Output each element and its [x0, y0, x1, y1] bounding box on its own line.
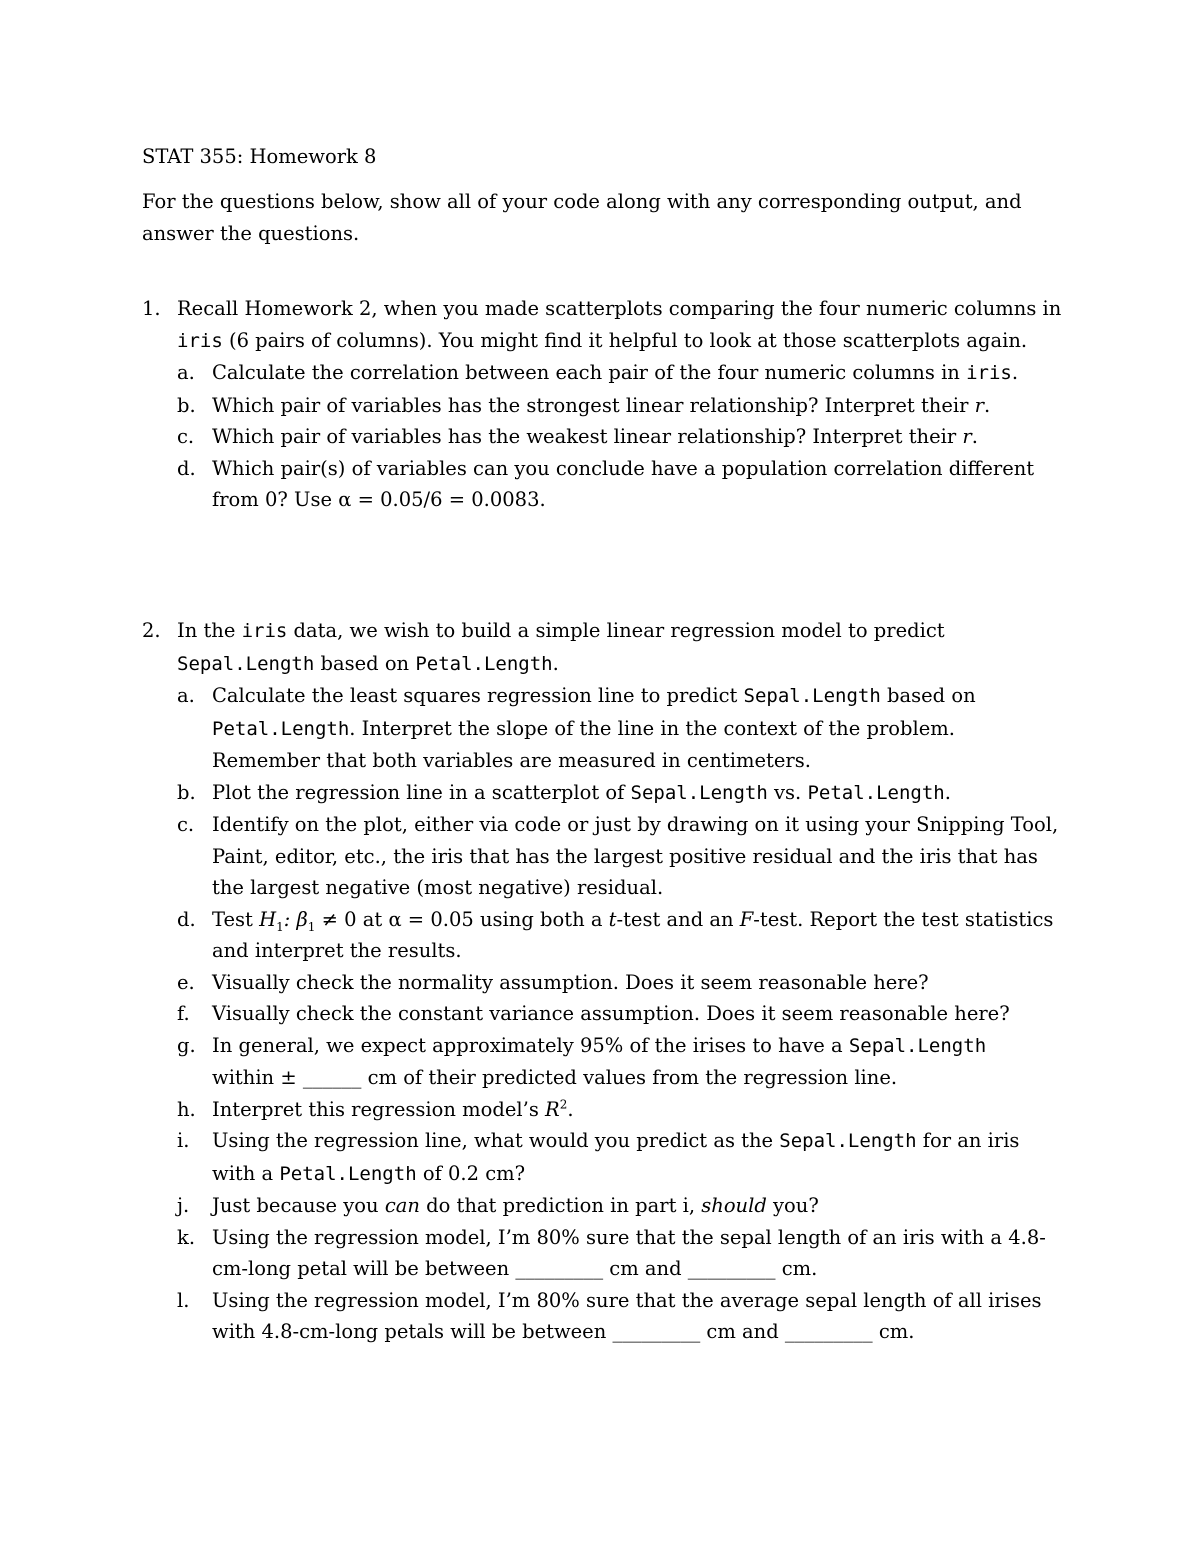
subquestion-2a: a. Calculate the least squares regression line to predict Sepal.Length based on Petal.Length. Interpret the slope of the line in the context of the problem. Remember that both variables are measured in centimeters.	[177, 684, 976, 772]
subquestion-2h: h. Interpret this regression model’s $R^2$.	[177, 1097, 574, 1121]
answer-blank: ______	[296, 1066, 368, 1089]
intro-paragraph: For the questions below, show all of your code along with any corresponding output, and answer the questions.	[142, 190, 1022, 245]
subquestion-2b: b. Plot the regression line in a scatterplot of Sepal.Length vs. Petal.Length.	[177, 780, 951, 804]
subquestion-1a: a. Calculate the correlation between each pair of the four numeric columns in iris.	[177, 361, 1019, 384]
question-2	[142, 615, 1062, 1348]
subquestion-1c: c. Which pair of variables has the weakest linear relationship? Interpret their r.	[177, 425, 978, 448]
subquestion-1d: d. Which pair(s) of variables can you conclude have a population correlation different from 0? Use α = 0.05/6 = 0.0083.	[177, 456, 1035, 511]
subquestion-2k: k. Using the regression model, I’m 80% sure that the sepal length of an iris with a 4.8-cm-long petal will be between _________ cm and _________ cm.	[177, 1225, 1046, 1280]
subquestion-2g: g. In general, we expect approximately 95% of the irises to have a Sepal.Length within ± ______ cm of their predicted values from the regression line.	[177, 1033, 987, 1089]
subquestion-2j: j. Just because you can do that prediction in part i, should you?	[177, 1194, 819, 1217]
math-alpha: α = 0.05/6 = 0.0083	[338, 488, 540, 511]
question-1	[142, 293, 1062, 516]
subquestion-2c: c. Identify on the plot, either via code or just by drawing on it using your Snipping Tool, Paint, editor, etc., the iris that has the largest positive residual and the iris that has the largest negative (most negative) residual.	[177, 813, 1059, 899]
subquestion-2e: e. Visually check the normality assumption. Does it seem reasonable here?	[177, 970, 929, 994]
subquestion-2d: d. Test $H_1$: $\beta_1 \ne 0$ at α = 0.05 using both a t-test and an F-test. Report the test statistics and interpret the results.	[177, 907, 1054, 962]
question-number: 2.	[142, 619, 161, 642]
question-text: In the iris data, we wish to build a simple linear regression model to predict Sepal.Length based on Petal.Length.	[177, 619, 945, 675]
code-iris: iris	[177, 329, 223, 352]
page-title: STAT 355: Homework 8	[142, 145, 377, 168]
question-number: 1.	[142, 297, 161, 320]
subquestion-1b: b. Which pair of variables has the strongest linear relationship? Interpret their r.	[177, 393, 991, 417]
subquestion-2i: i. Using the regression line, what would you predict as the Sepal.Length for an iris with a Petal.Length of 0.2 cm?	[177, 1129, 1020, 1185]
question-text: Recall Homework 2, when you made scatterplots comparing the four numeric columns in iris (6 pairs of columns). You might find it helpful to look at those scatterplots again.	[177, 297, 1062, 352]
subquestion-2f: f. Visually check the constant variance assumption. Does it seem reasonable here?	[177, 1002, 1010, 1025]
subquestion-2l: l. Using the regression model, I’m 80% sure that the average sepal length of all irises with 4.8-cm-long petals will be between _________ cm and _________ cm.	[177, 1288, 1042, 1343]
